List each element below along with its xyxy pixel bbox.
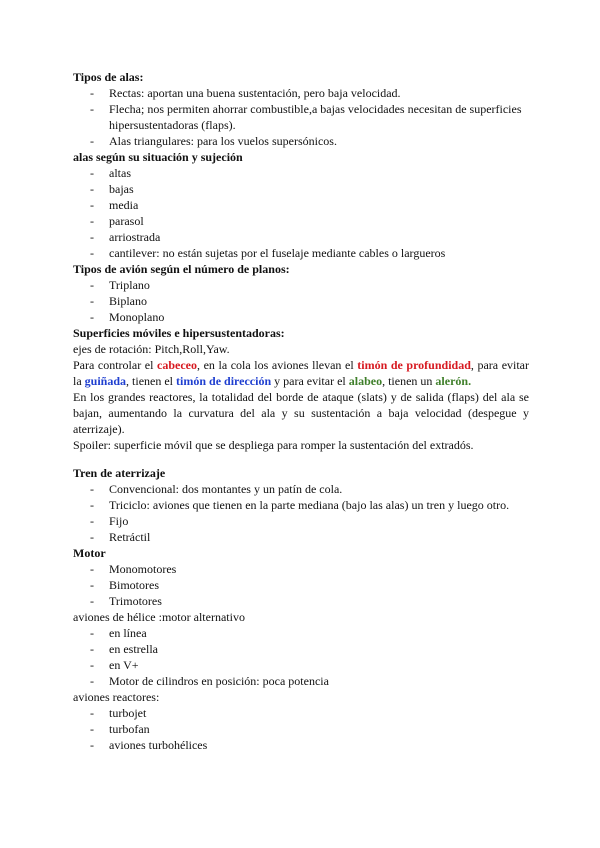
- list-item: - Alas triangulares: para los vuelos supersónicos.: [73, 133, 529, 149]
- list-item: - cantilever: no están sujetas por el fuselaje mediante cables o largueros: [73, 245, 529, 261]
- list-item: - parasol: [73, 213, 529, 229]
- heading-motor: Motor: [73, 546, 106, 560]
- heading-tipos-alas: Tipos de alas:: [73, 70, 144, 84]
- text-run: , en la cola los aviones llevan el: [197, 358, 358, 372]
- list-item: - Trimotores: [73, 593, 529, 609]
- list-item: - aviones turbohélices: [73, 737, 529, 753]
- list-item: - turbojet: [73, 705, 529, 721]
- list-item: - en V+: [73, 657, 529, 673]
- text-run: Para controlar el: [73, 358, 158, 372]
- text-run: , tienen un: [382, 374, 436, 388]
- term-timon-direccion: timón de dirección: [176, 374, 272, 388]
- list-item: - media: [73, 197, 529, 213]
- text-run: , para evitar la: [73, 358, 530, 388]
- list-item: - Triciclo: aviones que tienen en la parte mediana (bajo las alas) un tren y luego otro.: [73, 497, 529, 513]
- list-item: - Flecha; nos permiten ahorrar combustible,a bajas velocidades necesitan de superficies hipersustentadoras (flaps).: [73, 101, 529, 133]
- list-item: - bajas: [73, 181, 529, 197]
- list-item: - arriostrada: [73, 229, 529, 245]
- label-aviones-helice: aviones de hélice :motor alternativo: [73, 610, 245, 624]
- spoiler-paragraph: Spoiler: superficie móvil que se despliega para romper la sustentación del extradós.: [73, 438, 474, 452]
- document-body: [73, 69, 529, 753]
- list-item: - Monoplano: [73, 309, 529, 325]
- list-alas-situacion: [73, 165, 529, 261]
- list-item: - en línea: [73, 625, 529, 641]
- term-alabeo: alabeo: [348, 374, 383, 388]
- list-item: - Motor de cilindros en posición: poca potencia: [73, 673, 529, 689]
- text-run: y para evitar el: [271, 374, 349, 388]
- text-run: , tienen el: [126, 374, 177, 388]
- term-timon-profundidad: timón de profundidad: [357, 358, 471, 372]
- list-item: - turbofan: [73, 721, 529, 737]
- control-paragraph: [73, 357, 529, 389]
- spacer: [73, 453, 529, 465]
- label-aviones-reactores: aviones reactores:: [73, 690, 160, 704]
- list-item: - Fijo: [73, 513, 529, 529]
- reactores-paragraph: En los grandes reactores, la totalidad del borde de ataque (slats) y de salida (flaps) del ala se bajan, aumentando la curvatura del ala y su sustentación a baja velocidad (despegue y aterrizaje).: [73, 390, 529, 436]
- heading-tren: Tren de aterrizaje: [73, 466, 166, 480]
- list-item: - Convencional: dos montantes y un patín de cola.: [73, 481, 529, 497]
- term-aleron: alerón.: [435, 374, 472, 388]
- list-motor: [73, 561, 529, 609]
- list-item: - Biplano: [73, 293, 529, 309]
- list-tipos-alas: [73, 85, 529, 149]
- heading-alas-situacion: alas según su situación y sujeción: [73, 150, 243, 164]
- ejes-rotacion: ejes de rotación: Pitch,Roll,Yaw.: [73, 342, 230, 356]
- list-helice: [73, 625, 529, 689]
- term-guinada: guiñada: [84, 374, 127, 388]
- list-item: - en estrella: [73, 641, 529, 657]
- heading-tipos-avion: Tipos de avión según el número de planos:: [73, 262, 290, 276]
- list-item: - Monomotores: [73, 561, 529, 577]
- list-item: - altas: [73, 165, 529, 181]
- list-item: - Bimotores: [73, 577, 529, 593]
- term-cabeceo: cabeceo: [157, 358, 198, 372]
- list-tren: [73, 481, 529, 545]
- heading-superficies: Superficies móviles e hipersustentadoras:: [73, 326, 285, 340]
- list-tipos-avion: [73, 277, 529, 325]
- list-item: - Triplano: [73, 277, 529, 293]
- list-item: - Retráctil: [73, 529, 529, 545]
- list-item: - Rectas: aportan una buena sustentación, pero baja velocidad.: [73, 85, 529, 101]
- list-reactores: [73, 705, 529, 753]
